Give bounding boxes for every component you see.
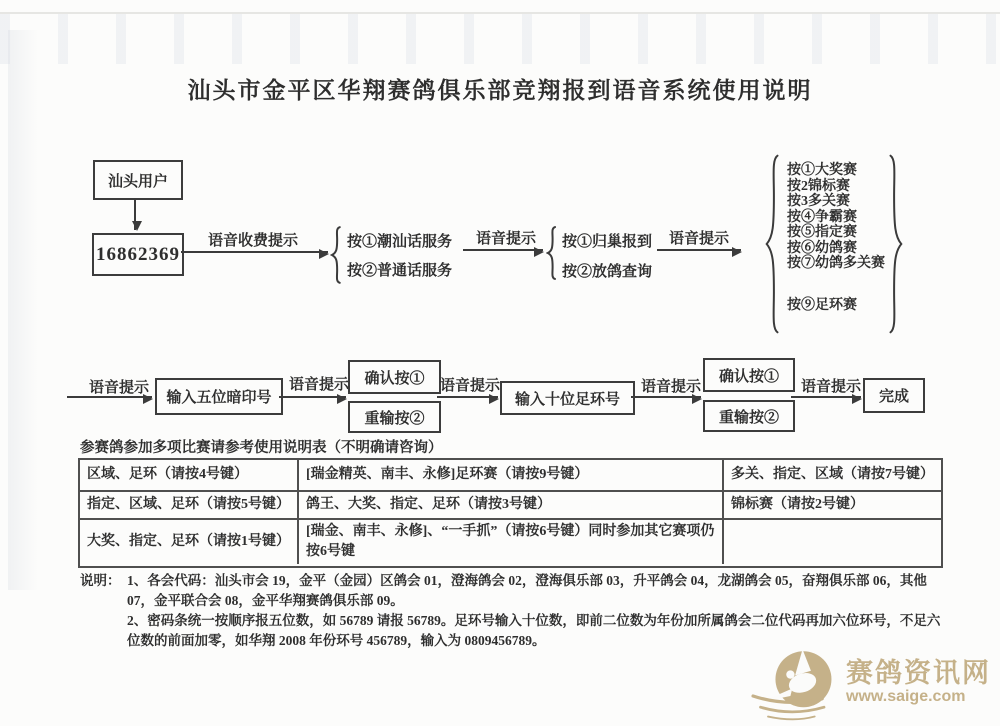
arrow-right-icon bbox=[791, 396, 861, 398]
menu-item: 按④争霸赛 bbox=[787, 209, 857, 225]
menu-item: 按①大奖赛 bbox=[787, 163, 857, 178]
table-cell: 区域、足环（请按4号键） bbox=[80, 460, 299, 492]
voice-prompt-label-7: 语音提示 bbox=[801, 379, 862, 395]
arrow-right-icon bbox=[437, 396, 498, 398]
table-cell: 多关、指定、区域（请按7号键） bbox=[724, 460, 941, 492]
input-ring-box: 输入十位足环号 bbox=[500, 381, 635, 415]
branch-action-2: 按②放鸽查询 bbox=[562, 264, 653, 280]
table-cell: [瑞金精英、南丰、永修]足环赛（请按9号键） bbox=[299, 460, 724, 492]
arrow-right-icon bbox=[67, 396, 152, 398]
input-code-box: 输入五位暗印号 bbox=[155, 378, 283, 415]
branch-language-2: 按②普通话服务 bbox=[347, 263, 453, 279]
voice-prompt-label-5: 语音提示 bbox=[440, 378, 501, 394]
retry-box-2: 重输按② bbox=[703, 400, 795, 432]
pigeon-logo-icon bbox=[748, 640, 844, 724]
brace-right-icon bbox=[886, 152, 904, 336]
site-name: 赛鸽资讯网 bbox=[846, 658, 991, 688]
table-cell: 鸽王、大奖、指定、足环（请按3号键） bbox=[299, 492, 724, 520]
brace-left-icon bbox=[330, 226, 343, 284]
voice-prompt-label-3: 语音提示 bbox=[89, 380, 150, 396]
voice-prompt-label-6: 语音提示 bbox=[641, 379, 702, 395]
notes-items bbox=[127, 571, 942, 651]
scan-artifact-leftband bbox=[8, 30, 38, 590]
menu-item: 按⑤指定赛 bbox=[787, 225, 857, 240]
table-cell: 指定、区域、足环（请按5号键） bbox=[80, 492, 299, 520]
retry-box-1: 重输按② bbox=[348, 401, 441, 433]
usage-reference-table bbox=[78, 458, 943, 568]
menu-item: 按3多关赛 bbox=[787, 194, 850, 209]
scan-artifact-streaks bbox=[0, 14, 1000, 64]
notes-section bbox=[80, 571, 942, 651]
arrow-down-icon bbox=[134, 198, 136, 230]
voice-prompt-label-2: 语音提示 bbox=[669, 231, 730, 247]
site-url: www.saige.com bbox=[846, 688, 966, 705]
arrow-right-icon bbox=[463, 249, 543, 251]
done-box: 完成 bbox=[863, 378, 925, 413]
arrow-right-icon bbox=[657, 249, 741, 251]
branch-action-1: 按①归巢报到 bbox=[562, 234, 653, 250]
menu-item: 按2锦标赛 bbox=[787, 178, 850, 194]
menu-item: 按⑦幼鸽多关赛 bbox=[787, 256, 885, 271]
table-cell: [瑞金、南丰、永修]、“一手抓”（请按6号键）同时参加其它赛项仍按6号键 bbox=[299, 520, 724, 564]
brace-left-icon bbox=[764, 152, 782, 336]
arrow-right-icon bbox=[181, 251, 328, 253]
table-cell: 大奖、指定、足环（请按1号键） bbox=[80, 520, 299, 564]
table-cell: 锦标赛（请按2号键） bbox=[724, 492, 941, 520]
notes-label: 说明： bbox=[80, 573, 121, 588]
confirm-box-1: 确认按① bbox=[348, 360, 441, 394]
voice-prompt-label-4: 语音提示 bbox=[289, 377, 350, 393]
note-item: 1、各会代码：汕头市会 19，金平（金园）区鸽会 01，澄海鸽会 02，澄海俱乐部 03，升平鸽会 04，龙湖鸽会 05，奋翔俱乐部 06，其他 07，金平联合会 08，金平华翔赛鸽俱乐部 09。 bbox=[127, 573, 927, 608]
user-box: 汕头用户 bbox=[93, 160, 183, 200]
brace-left-icon bbox=[546, 226, 558, 280]
race-menu-list bbox=[787, 163, 885, 313]
arrow-right-icon bbox=[279, 396, 346, 398]
table-cell bbox=[724, 520, 941, 564]
phone-number-box: 16862369 bbox=[92, 233, 184, 276]
watermark-text bbox=[846, 658, 991, 706]
site-watermark bbox=[748, 640, 991, 724]
fee-prompt-label: 语音收费提示 bbox=[208, 233, 299, 249]
arrow-right-icon bbox=[631, 396, 701, 398]
menu-item: 按⑨足环赛 bbox=[787, 297, 857, 313]
menu-item: 按⑥幼鸽赛 bbox=[787, 240, 857, 256]
note-item: 2、密码条统一按顺序报五位数，如 56789 请报 56789。足环号输入十位数，即前二位数为年份加所属鸽会二位代码再加六位环号，不足六位数的前面加零，如华翔 2008 年份环号 456789，输入为 0809456789。 bbox=[127, 613, 941, 648]
page-title: 汕头市金平区华翔赛鸽俱乐部竞翔报到语音系统使用说明 bbox=[187, 78, 813, 103]
voice-prompt-label-1: 语音提示 bbox=[476, 231, 537, 247]
branch-language-1: 按①潮汕话服务 bbox=[347, 234, 453, 250]
confirm-box-2: 确认按① bbox=[703, 358, 795, 392]
table-caption: 参赛鸽参加多项比赛请参考使用说明表（不明确请咨询） bbox=[80, 440, 443, 456]
